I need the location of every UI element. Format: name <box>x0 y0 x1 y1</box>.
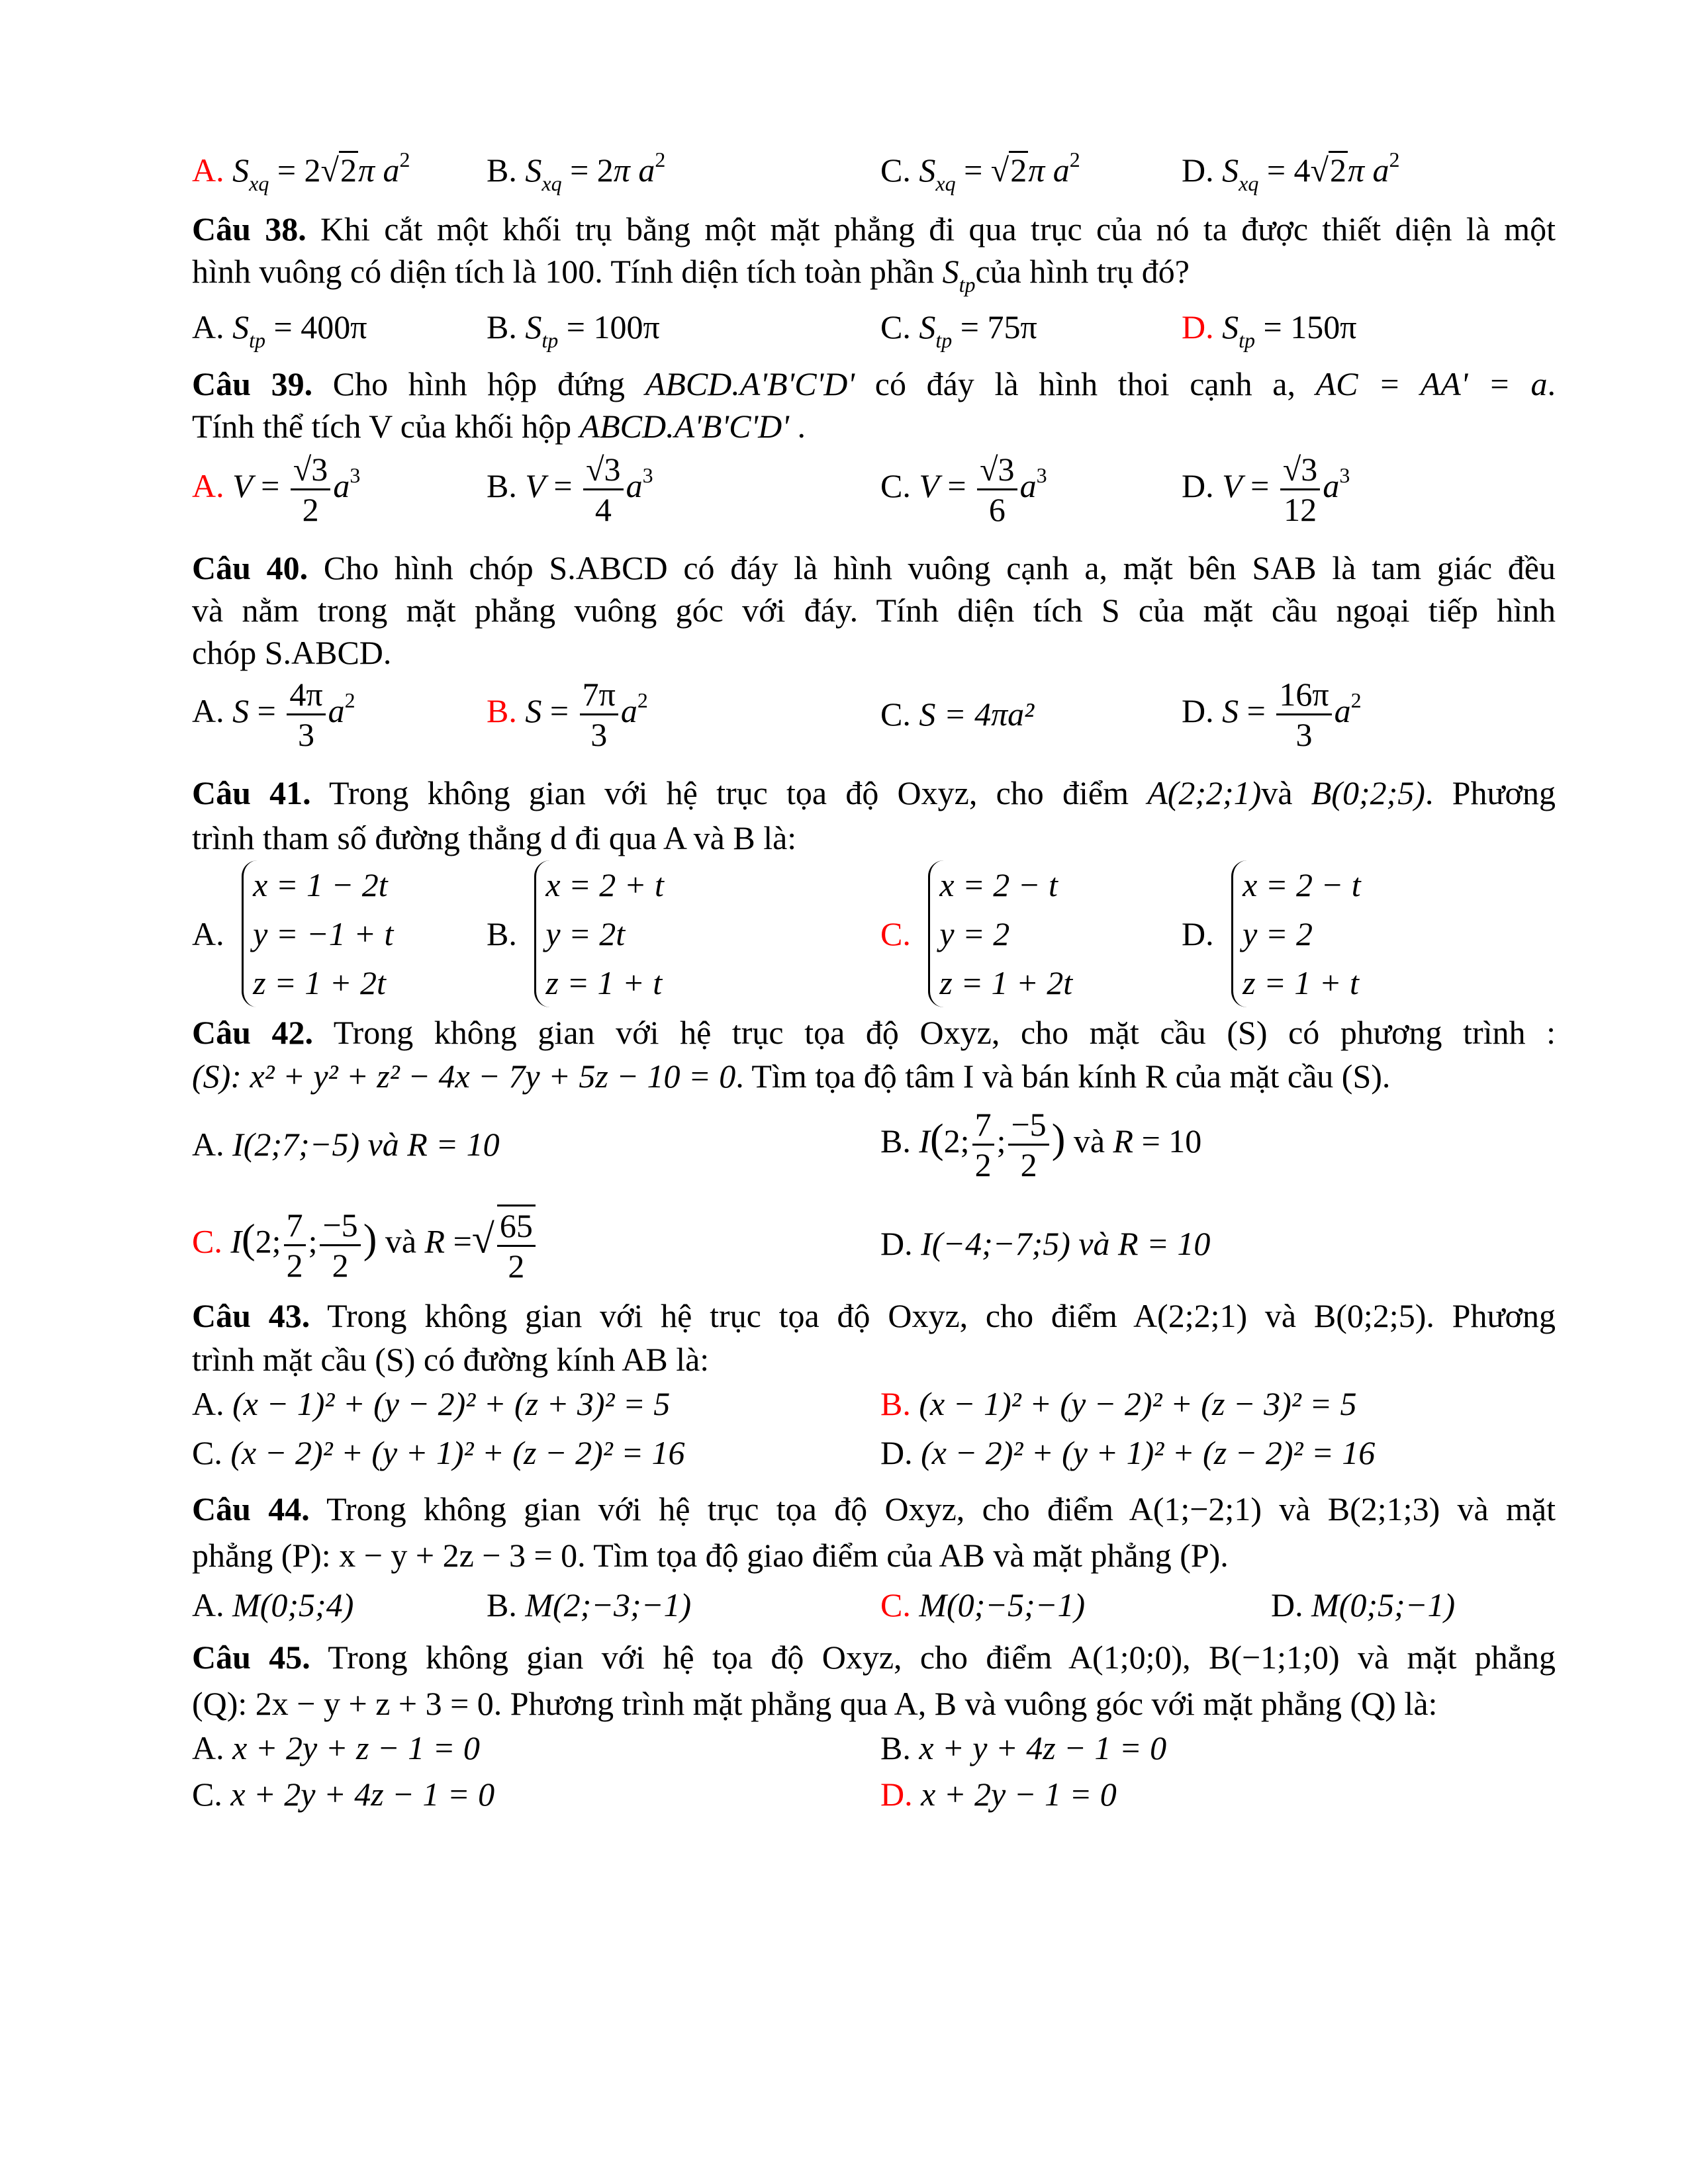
q39-option-a[interactable]: A. V = $\frac{√3}{2}$ $a^3$ <box>192 451 361 528</box>
q41-option-c[interactable]: C. x = 2 − t y = 2 z = 1 + 2t <box>880 860 1072 1007</box>
q44-option-b[interactable]: B. M(2;−3;−1) <box>487 1586 692 1623</box>
q43-line-2: trình mặt cầu (S) có đường kính AB là: <box>192 1341 710 1378</box>
q41-option-b[interactable]: B. x = 2 + t y = 2t z = 1 + t <box>487 860 664 1007</box>
q41-option-d[interactable]: D. x = 2 − t y = 2 z = 1 + t <box>1182 860 1361 1007</box>
q41-line-2: trình tham số đường thẳng d đi qua A và B là: <box>192 819 797 856</box>
q37-option-a[interactable] <box>192 148 410 195</box>
q45-line-1: Câu 45. Trong không gian với hệ tọa độ Oxyz, cho điểm A(1;0;0), B(−1;1;0) và mặt phẳng <box>192 1639 1556 1676</box>
q45-title: Câu 45. <box>192 1639 310 1676</box>
q37-option-b[interactable]: B. $S_{xq} = 2\pi$ $a^2$ <box>487 148 666 195</box>
q42-option-b[interactable]: B. I(2; $\frac{7}{2}$ ; $\frac{-5}{2}$ ) và R = 10 <box>880 1106 1202 1183</box>
q40-option-c[interactable]: C. S = 4πa² <box>880 696 1035 733</box>
q40-option-d[interactable]: D. S = $\frac{16\pi}{3}$ $a^2$ <box>1182 676 1362 753</box>
q42-option-c[interactable]: C. I(2; $\frac{7}{2}$ ; $\frac{-5}{2}$ ) và R =√ $\frac{65}{2}$ <box>192 1205 538 1285</box>
q43-line-1: Câu 43. Trong không gian với hệ trục tọa độ Oxyz, cho điểm A(2;2;1) và B(0;2;5). Phương <box>192 1297 1556 1334</box>
q37-option-a-formula: $S_{xq} = 2√2\pi$ $a^2$ <box>232 148 410 195</box>
q43-option-a[interactable]: A. (x − 1)² + (y − 2)² + (z + 3)² = 5 <box>192 1385 671 1422</box>
q45-option-d[interactable]: D. x + 2y − 1 = 0 <box>880 1776 1117 1813</box>
q44-line-1: Câu 44. Trong không gian với hệ trục tọa độ Oxyz, cho điểm A(1;−2;1) và B(2;1;3) và mặt <box>192 1490 1556 1527</box>
q38-option-b[interactable]: B. $S_{tp} = 100\pi$ <box>487 308 660 352</box>
q40-line-2: và nằm trong mặt phẳng vuông góc với đáy. Tính diện tích S của mặt cầu ngoại tiếp hình <box>192 592 1556 629</box>
q42-option-d[interactable]: D. I(−4;−7;5) và R = 10 <box>880 1225 1211 1262</box>
q41-line-1: Câu 41. Trong không gian với hệ trục tọa độ Oxyz, cho điểm A(2;2;1)và B(0;2;5). Phương <box>192 774 1556 811</box>
q43-option-c[interactable]: C. (x − 2)² + (y + 1)² + (z − 2)² = 16 <box>192 1434 685 1471</box>
q39-option-c[interactable]: C. V = $\frac{√3}{6}$ $a^3$ <box>880 451 1047 528</box>
q44-option-d[interactable]: D. M(0;5;−1) <box>1271 1586 1456 1623</box>
q45-option-c[interactable]: C. x + 2y + 4z − 1 = 0 <box>192 1776 495 1813</box>
q38-line-2: hình vuông có diện tích là 100. Tính diện tích toàn phần $S_{tp}của$ hình trụ đó? <box>192 253 1190 296</box>
q37-option-a-label: A. <box>192 152 224 189</box>
q39-option-d[interactable]: D. V = $\frac{√3}{12}$ $a^3$ <box>1182 451 1350 528</box>
q39-title: Câu 39. <box>192 365 313 402</box>
q38-line-1: Câu 38. Khi cắt một khối trụ bằng một mặt phẳng đi qua trục của nó ta được thiết diện là một <box>192 210 1556 248</box>
q44-title: Câu 44. <box>192 1490 310 1527</box>
q40-title: Câu 40. <box>192 549 308 586</box>
q45-option-a[interactable]: A. x + 2y + z − 1 = 0 <box>192 1729 480 1766</box>
q43-option-b[interactable]: B. (x − 1)² + (y − 2)² + (z − 3)² = 5 <box>880 1385 1357 1422</box>
q44-option-c[interactable]: C. M(0;−5;−1) <box>880 1586 1086 1623</box>
q42-title: Câu 42. <box>192 1014 314 1051</box>
q41-title: Câu 41. <box>192 774 311 811</box>
q39-option-b[interactable]: B. V = $\frac{√3}{4}$ $a^3$ <box>487 451 653 528</box>
q43-title: Câu 43. <box>192 1297 310 1334</box>
q40-line-3: chóp S.ABCD. <box>192 634 392 671</box>
q42-line-1: Câu 42. Trong không gian với hệ trục tọa độ Oxyz, cho mặt cầu (S) có phương trình : <box>192 1014 1556 1051</box>
q37-option-d[interactable]: D. $S_{xq} = 4√2\pi$ $a^2$ <box>1182 148 1400 195</box>
q45-option-b[interactable]: B. x + y + 4z − 1 = 0 <box>880 1729 1167 1766</box>
q43-option-d[interactable]: D. (x − 2)² + (y + 1)² + (z − 2)² = 16 <box>880 1434 1376 1471</box>
q40-option-a[interactable]: A. S = $\frac{4\pi}{3}$ $a^2$ <box>192 676 355 753</box>
q38-title: Câu 38. <box>192 210 306 248</box>
q37-option-c[interactable]: C. $S_{xq} = √2\pi$ $a^2$ <box>880 148 1080 195</box>
q40-option-b[interactable]: B. S = $\frac{7\pi}{3}$ $a^2$ <box>487 676 648 753</box>
q39-line-2: Tính thể tích V của khối hộp ABCD.A'B'C'D' . <box>192 408 806 445</box>
q38-option-c[interactable]: C. $S_{tp} = 75\pi$ <box>880 308 1037 352</box>
q40-line-1: Câu 40. Cho hình chóp S.ABCD có đáy là hình vuông cạnh a, mặt bên SAB là tam giác đều <box>192 549 1556 586</box>
q44-option-a[interactable]: A. M(0;5;4) <box>192 1586 354 1623</box>
q44-line-2: phẳng (P): x − y + 2z − 3 = 0. Tìm tọa độ giao điểm của AB và mặt phẳng (P). <box>192 1537 1229 1574</box>
q39-line-1: Câu 39. Cho hình hộp đứng ABCD.A'B'C'D' có đáy là hình thoi cạnh a, AC = AA' = a. <box>192 365 1556 402</box>
q38-option-a[interactable]: A. $S_{tp} = 400\pi$ <box>192 308 367 352</box>
q42-option-a[interactable]: A. I(2;7;−5) và R = 10 <box>192 1126 500 1163</box>
q41-option-a[interactable]: A. x = 1 − 2t y = −1 + t z = 1 + 2t <box>192 860 393 1007</box>
q42-line-2: (S): x² + y² + z² − 4x − 7y + 5z − 10 = 0. Tìm tọa độ tâm I và bán kính R của mặt cầu (S). <box>192 1058 1391 1095</box>
q38-option-d[interactable]: D. $S_{tp} = 150\pi$ <box>1182 308 1357 352</box>
q45-line-2: (Q): 2x − y + z + 3 = 0. Phương trình mặt phẳng qua A, B và vuông góc với mặt phẳng (Q) là: <box>192 1685 1438 1722</box>
